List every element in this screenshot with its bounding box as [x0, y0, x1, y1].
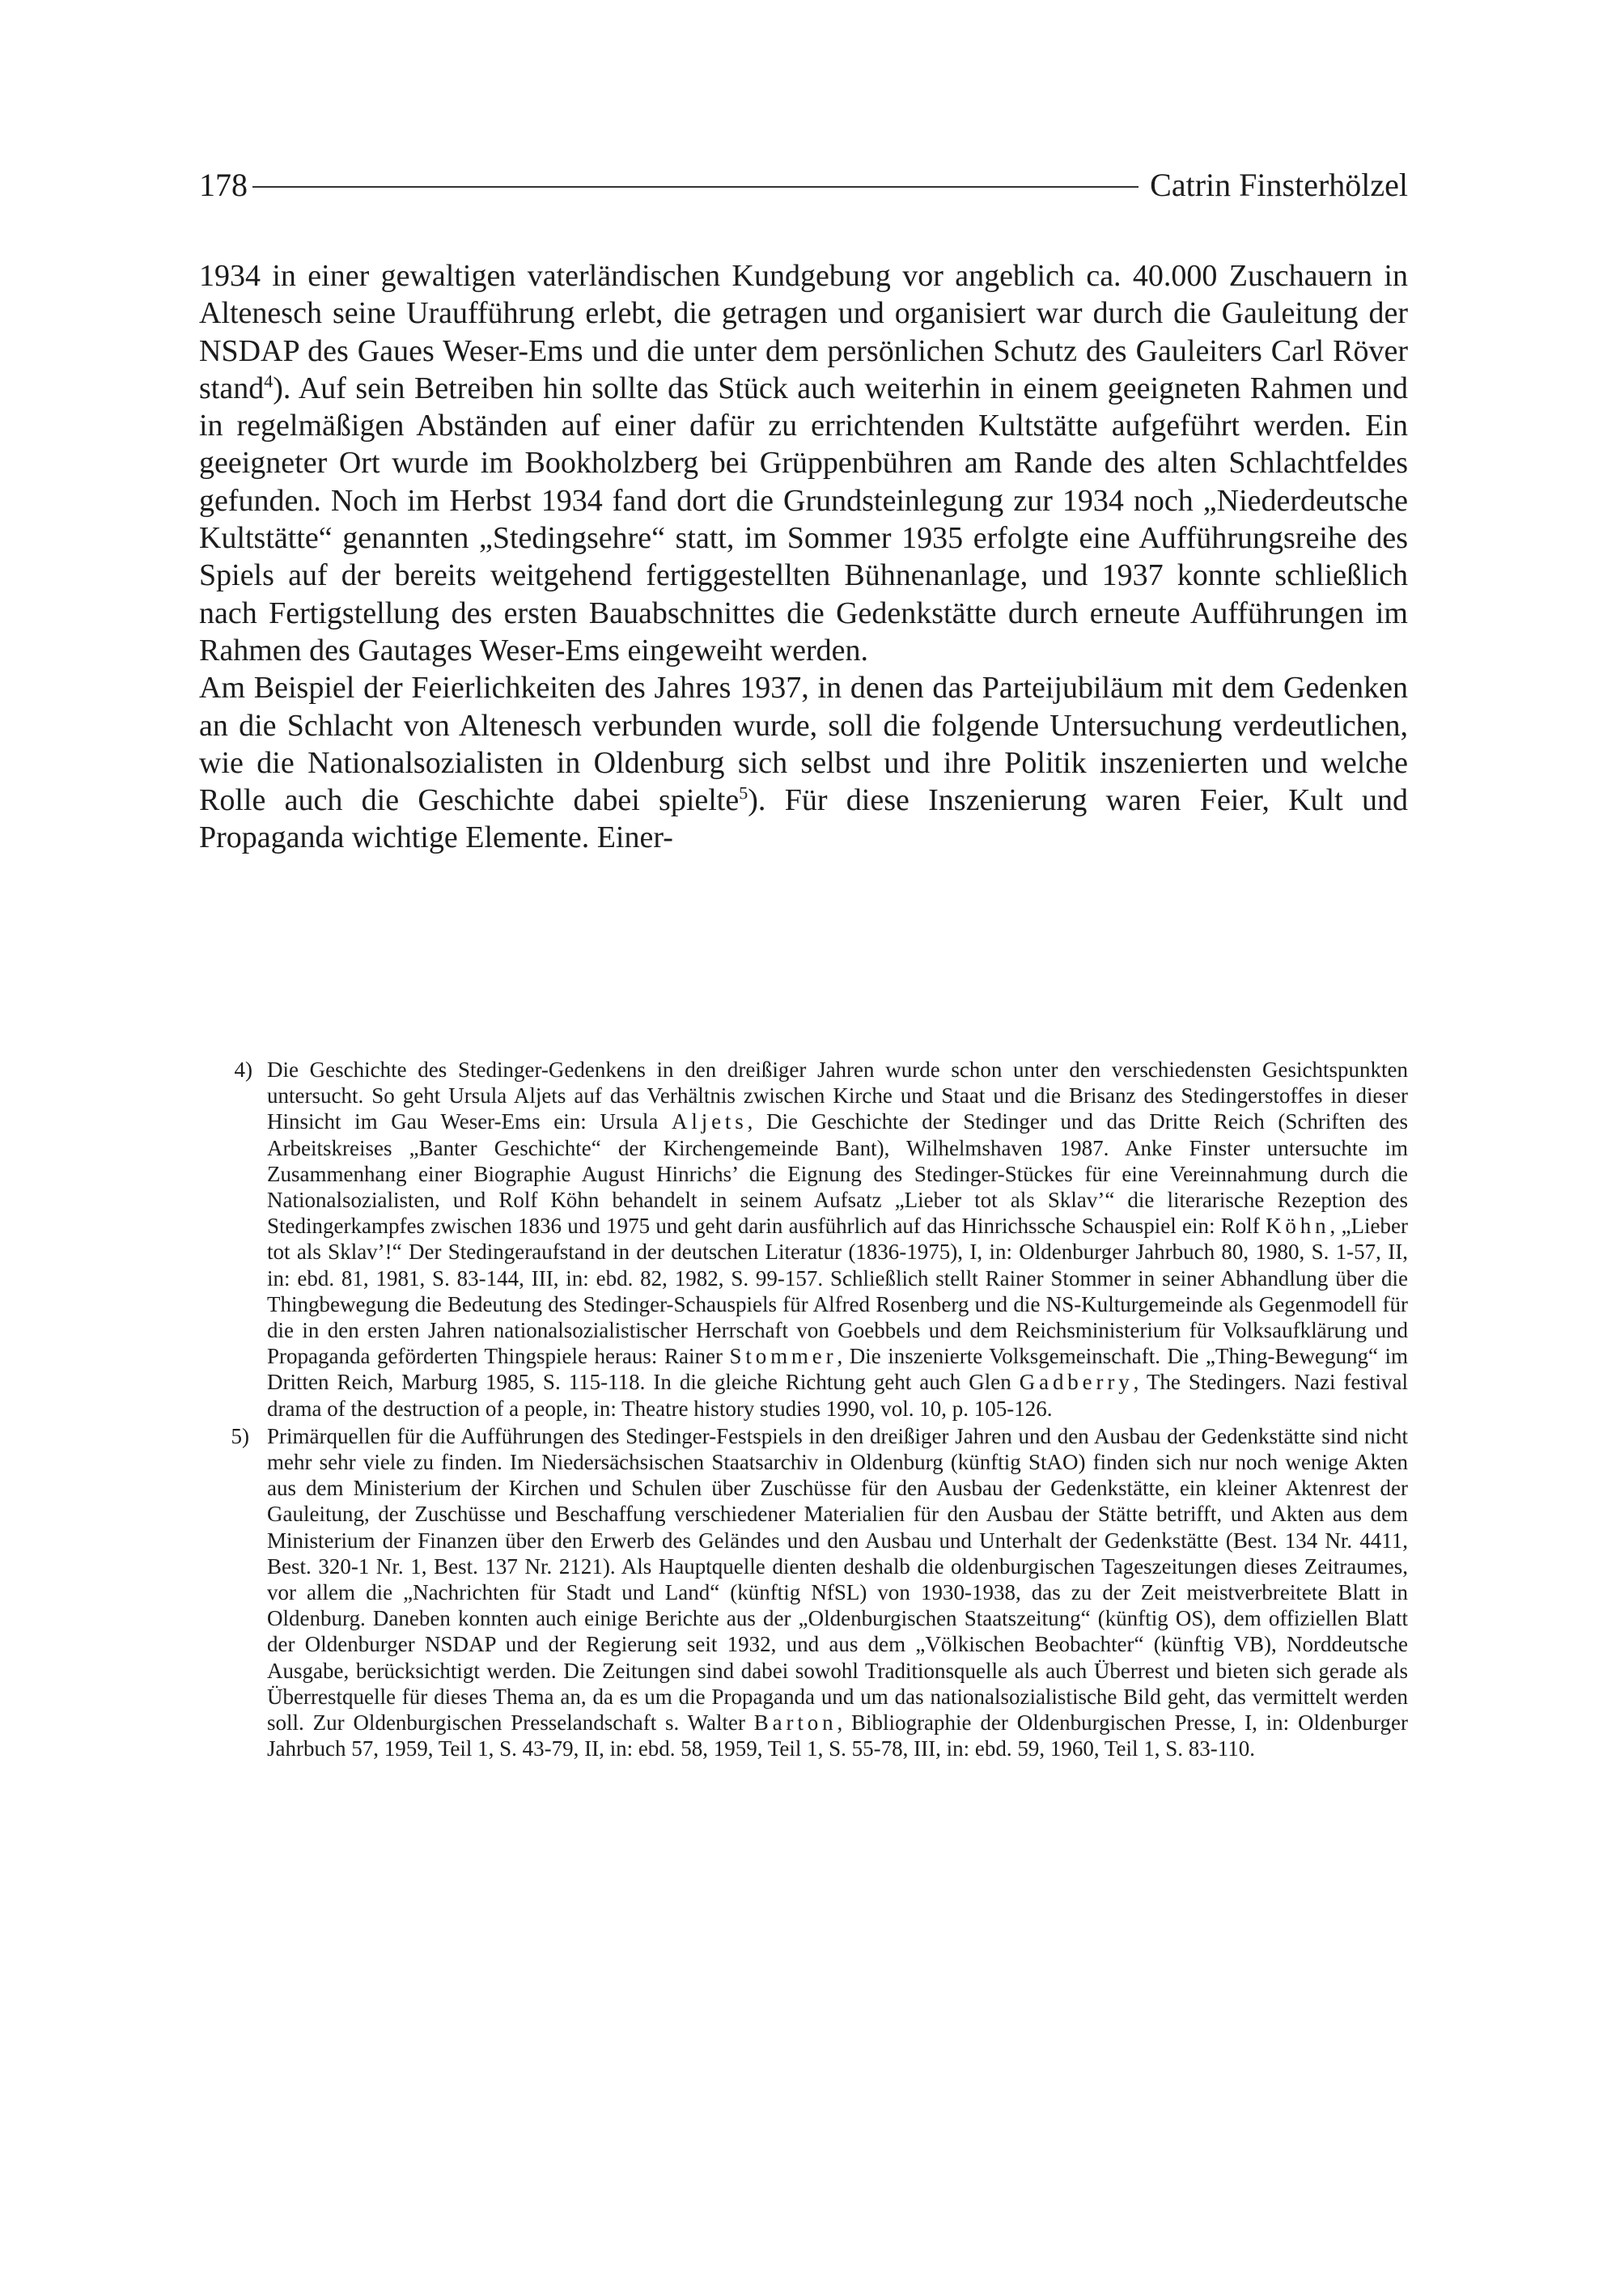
- running-author: Catrin Finsterhölzel: [1150, 166, 1408, 203]
- footnote-4-seg-1: Die Geschichte des Stedinger-Gedenkens in den dreißiger Jahren wurde schon unter den verschiedensten Gesichtspunkten untersucht. So geht Ursula Aljets auf das Verhältnis zwischen Kirche und Staat und die Brisanz des Stedingerstoffes in dieser Hinsicht im Gau Weser-Ems ein: Ursula: [267, 1057, 1408, 1134]
- paragraph-1-text-a: 1934 in einer gewaltigen vaterländischen Kundgebung vor angeblich ca. 40.000 Zuschauern in Altenesch seine Uraufführung erlebt, die getragen und organisiert war durch die Gauleitung der NSDAP des Gaues Weser-Ems und die unter dem persönlichen Schutz des Gauleiters Carl Röver stand: [199, 259, 1408, 405]
- page: [199, 159, 1409, 1761]
- footnote-number: 5): [231, 1423, 249, 1448]
- footnote-4-seg-5: , The Stedingers. Nazi festival drama of the destruction of a people, in: Theatre history studies 1990, vol. 10, p. 105-126.: [267, 1370, 1408, 1421]
- paragraph-2-text-b: ). Für diese Inszenierung waren Feier, Kult und Propaganda wichtige Elemente. Einer-: [199, 783, 1408, 855]
- paragraph-1: [199, 257, 1408, 669]
- author-name: Köhn: [1266, 1214, 1330, 1239]
- footnote-number: 4): [234, 1057, 252, 1082]
- footnote-text: [267, 1423, 1408, 1762]
- author-name: Gadberry: [1019, 1370, 1134, 1395]
- footnote-4-seg-2: , Die Geschichte der Stedinger und das Dritte Reich (Schriften des Arbeitskreises „Banter Geschichte“ der Kirchengemeinde Bant), Wilhelmshaven 1987. Anke Finster untersuchte im Zusammenhang einer Biographie August Hinrichs’ die Eignung des Stedinger-Stückes für eine Vereinnahmung durch die Nationalsozialisten, und Rolf Köhn behandelt in seinem Aufsatz „Lieber tot als Sklav’“ die literarische Rezeption des Stedingerkampfes zwischen 1836 und 1975 und geht darin ausführlich auf das Hinrichssche Schauspiel ein: Rolf: [267, 1109, 1409, 1239]
- header-rule: [252, 186, 1138, 188]
- paragraph-2-text-a: Am Beispiel der Feierlichkeiten des Jahres 1937, in denen das Parteijubiläum mit dem Gedenken an die Schlacht von Altenesch verbunden wurde, soll die folgende Untersuchung verdeutlichen, wie die Nationalsozialisten in Oldenburg sich selbst und ihre Politik inszenierten und welche Rolle auch die Geschichte dabei spielte: [199, 671, 1408, 818]
- main-text: [199, 257, 1408, 857]
- footnote-5-seg-2: , Bibliographie der Oldenburgischen Presse, I, in: Oldenburger Jahrbuch 57, 1959, Teil 1, S. 43-79, II, in: ebd. 58, 1959, Teil 1, S. 55-78, III, in: ebd. 59, 1960, Teil 1, S. 83-110.: [267, 1710, 1408, 1761]
- footnote-ref-4: 4: [264, 371, 273, 392]
- paragraph-1-text-b: ). Auf sein Betreiben hin sollte das Stück auch weiterhin in einem geeigneten Rahmen und in regelmäßigen Abständen auf einer dafür zu errichtenden Kultstätte aufgeführt werden. Ein geeigneter Ort wurde im Bookholzberg bei Grüppenbühren am Rande des alten Schlachtfeldes gefunden. Noch im Herbst 1934 fand dort die Grundsteinlegung zur 1934 noch „Niederdeutsche Kultstätte“ genannten „Stedingsehre“ statt, im Sommer 1935 erfolgte eine Aufführungsreihe des Spiels auf der bereits weitgehend fertiggestellten Bühnenanlage, und 1937 konnte schließlich nach Fertigstellung des ersten Bauabschnittes die Gedenkstätte durch erneute Aufführungen im Rahmen des Gautages Weser-Ems eingeweiht werden.: [199, 371, 1408, 668]
- author-name: Stommer: [729, 1344, 837, 1369]
- author-name: Aljets: [672, 1109, 748, 1134]
- footnote-text: [267, 1057, 1408, 1422]
- page-number: 178: [199, 166, 248, 203]
- footnote-5-seg-1: Primärquellen für die Aufführungen des Stedinger-Festspiels in den dreißiger Jahren und den Ausbau der Gedenkstätte sind nicht mehr sehr viele zu finden. Im Niedersächsischen Staatsarchiv in Oldenburg (künftig StAO) finden sich nur noch wenige Akten aus dem Ministerium der Kirchen und Schulen über Zuschüsse für den Ausbau der Gedenkstätte, ein kleiner Aktenrest der Gauleitung, der Zuschüsse und Beschaffung verschiedener Materialien für den Ausbau der Stätte betrifft, und Akten aus dem Ministerium der Finanzen über den Erwerb des Geländes und den Ausbau und Unterhalt der Gedenkstätte (Best. 134 Nr. 4411, Best. 320-1 Nr. 1, Best. 137 Nr. 2121). Als Hauptquelle dienten deshalb die oldenburgischen Tageszeitungen dieses Zeitraumes, vor allem die „Nachrichten für Stadt und Land“ (künftig NfSL) von 1930-1938, das zu der Zeit meistverbreitete Blatt in Oldenburg. Daneben konnten auch einige Berichte aus der „Oldenburgischen Staatszeitung“ (künftig OS), dem offiziellen Blatt der Oldenburger NSDAP und der Regierung seit 1932, und aus dem „Völkischen Beobachter“ (künftig VB), Norddeutsche Ausgabe, berücksichtigt werden. Die Zeitungen sind dabei sowohl Traditionsquelle als auch Überrest und bieten sich gerade als Überrestquelle für dieses Thema an, da es um die Propaganda und um das nationalsozialistische Bild geht, das vermittelt werden soll. Zur Oldenburgischen Presselandschaft s. Walter: [267, 1423, 1408, 1736]
- paragraph-2: [199, 669, 1408, 856]
- running-header: [199, 159, 1408, 210]
- footnote-4-seg-3: , „Lieber tot als Sklav’!“ Der Stedingeraufstand in der deutschen Literatur (1836-1975), I, in: Oldenburger Jahrbuch 80, 1980, S. 1-57, II, in: ebd. 81, 1981, S. 83-144, III, in: ebd. 82, 1982, S. 99-157. Schließlich stellt Rainer Stommer in seiner Abhandlung über die Thingbewegung die Bedeutung des Stedinger-Schauspiels für Alfred Rosenberg und die NS-Kulturgemeinde als Gegenmodell für die in den ersten Jahren nationalsozialistischer Herrschaft von Goebbels und dem Reichsministerium für Volksaufklärung und Propaganda geförderten Thingspiele heraus: Rainer: [267, 1214, 1409, 1369]
- footnote-4-seg-4: , Die inszenierte Volksgemeinschaft. Die „Thing-Bewegung“ im Dritten Reich, Marburg 1985, S. 115-118. In die gleiche Richtung geht auch Glen: [267, 1344, 1408, 1395]
- footnotes: [199, 1057, 1408, 1761]
- footnote-4: [199, 1057, 1408, 1422]
- footnote-5: [199, 1423, 1408, 1762]
- author-name: Barton: [753, 1710, 837, 1736]
- footnote-ref-5: 5: [739, 782, 748, 803]
